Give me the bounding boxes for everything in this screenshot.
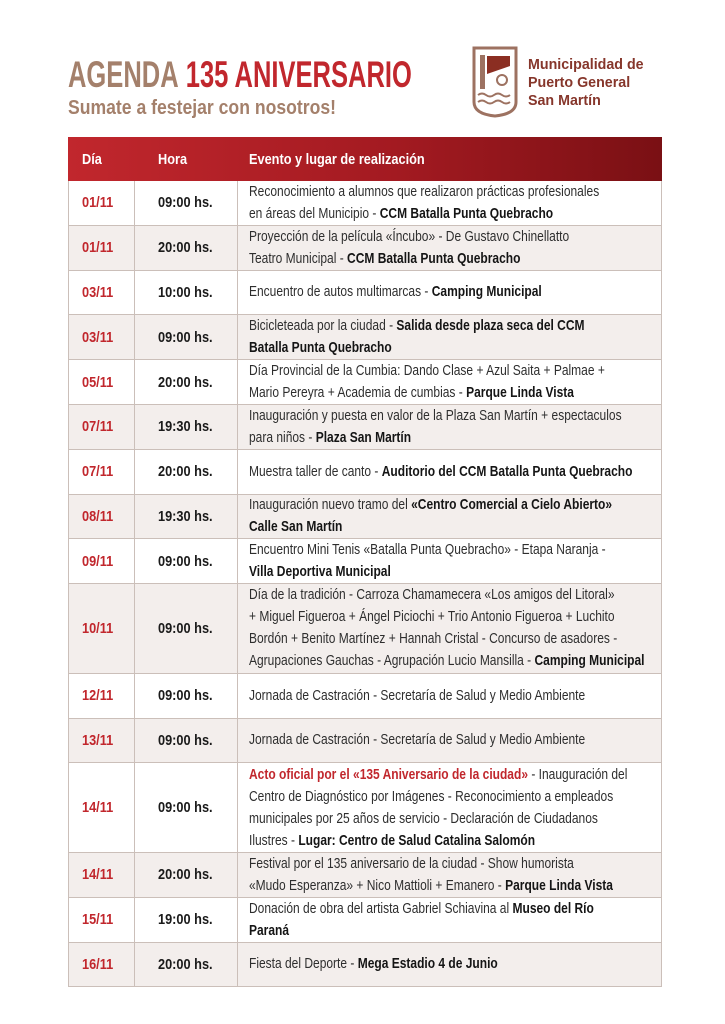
organization-name-line: San Martín	[528, 92, 601, 109]
event-cell	[238, 539, 661, 583]
event-line	[249, 382, 579, 404]
event-date: 10/11	[82, 619, 114, 637]
time-cell	[135, 943, 238, 987]
event-text: Centro de Diagnóstico por Imágenes - Reconocimiento a empleados	[249, 787, 614, 805]
table-row	[69, 584, 661, 674]
event-venue: Plaza San Martín	[315, 428, 412, 446]
event-text: Proyección de la película «Íncubo» - De Gustavo Chinellatto	[249, 227, 570, 245]
event-time: 19:00 hs.	[158, 911, 213, 929]
event-date: 14/11	[82, 866, 114, 884]
event-cell	[238, 584, 661, 673]
event-venue: «Centro Comercial a Cielo Abierto»	[411, 496, 613, 514]
day-cell	[69, 719, 135, 763]
event-date: 13/11	[82, 731, 114, 749]
event-line	[249, 539, 606, 561]
event-time: 19:30 hs.	[158, 418, 213, 436]
time-cell	[135, 271, 238, 315]
event-text: Día de la tradición - Carroza Chamamecera «Los amigos del Litoral»	[249, 586, 615, 604]
event-line	[249, 898, 594, 920]
event-text: Mario Pereyra + Academia de cumbias -	[249, 384, 467, 402]
time-cell	[135, 719, 238, 763]
day-cell	[69, 898, 135, 942]
event-line	[249, 181, 600, 203]
event-text: Inauguración y puesta en valor de la Plaza San Martín + espectaculos	[249, 406, 622, 424]
event-time: 09:00 hs.	[158, 731, 213, 749]
event-date: 03/11	[82, 328, 114, 346]
column-header-day	[68, 137, 135, 181]
title-agenda: AGENDA	[68, 54, 179, 95]
day-cell	[69, 495, 135, 539]
event-time: 09:00 hs.	[158, 799, 213, 817]
event-text: Muestra taller de canto -	[249, 462, 382, 480]
event-date: 07/11	[82, 418, 114, 436]
day-cell	[69, 584, 135, 673]
event-venue: Paraná	[249, 921, 290, 939]
event-text: Inauguración nuevo tramo del	[249, 496, 412, 514]
event-line	[249, 650, 645, 672]
event-line	[249, 315, 585, 337]
event-cell	[238, 360, 661, 404]
event-venue: Mega Estadio 4 de Junio	[357, 955, 498, 973]
event-text: Encuentro Mini Tenis «Batalla Punta Quebracho» - Etapa Naranja -	[249, 541, 606, 559]
table-row	[69, 226, 661, 271]
table-row	[69, 763, 661, 853]
event-line	[249, 953, 579, 975]
day-cell	[69, 450, 135, 494]
event-time: 20:00 hs.	[158, 373, 213, 391]
day-cell	[69, 674, 135, 718]
table-row	[69, 719, 661, 764]
event-venue: CCM Batalla Punta Quebracho	[347, 249, 521, 267]
table-row	[69, 271, 661, 316]
column-header-label: Día	[82, 150, 102, 168]
event-line	[249, 203, 579, 225]
event-highlight: Acto oficial por el «135 Aniversario de la ciudad»	[249, 765, 528, 783]
event-text: Reconocimiento a alumnos que realizaron prácticas profesionales	[249, 182, 600, 200]
event-text: Bicicleteada por la ciudad -	[249, 317, 397, 335]
event-date: 01/11	[82, 194, 114, 212]
event-venue: Auditorio del CCM Batalla Punta Quebracho	[381, 462, 633, 480]
event-line	[249, 516, 579, 538]
event-venue: Villa Deportiva Municipal	[249, 563, 391, 581]
organization-name-line: Municipalidad de	[528, 56, 644, 73]
event-text: Festival por el 135 aniversario de la ciudad - Show humorista	[249, 854, 574, 872]
event-line	[249, 786, 614, 808]
event-line	[249, 729, 586, 751]
event-date: 01/11	[82, 239, 114, 257]
time-cell	[135, 405, 238, 449]
table-row	[69, 315, 661, 360]
day-cell	[69, 315, 135, 359]
event-text: Teatro Municipal -	[249, 249, 348, 267]
table-header	[68, 137, 662, 181]
day-cell	[69, 360, 135, 404]
table-row	[69, 495, 661, 540]
column-header-event	[238, 137, 662, 181]
event-time: 20:00 hs.	[158, 866, 213, 884]
event-line	[249, 281, 579, 303]
event-venue: Salida desde plaza seca del CCM	[396, 317, 585, 335]
time-cell	[135, 853, 238, 897]
table-row	[69, 898, 661, 943]
event-cell	[238, 943, 661, 987]
event-line	[249, 461, 633, 483]
table-body	[68, 181, 662, 987]
event-time: 09:00 hs.	[158, 328, 213, 346]
table-row	[69, 539, 661, 584]
time-cell	[135, 495, 238, 539]
event-date: 15/11	[82, 911, 114, 929]
table-row	[69, 405, 661, 450]
day-cell	[69, 405, 135, 449]
event-text: Día Provincial de la Cumbia: Dando Clase + Azul Saita + Palmae +	[249, 362, 605, 380]
organization-name-line: Puerto General	[528, 74, 631, 91]
time-cell	[135, 226, 238, 270]
time-cell	[135, 360, 238, 404]
column-header-label: Hora	[158, 150, 188, 168]
event-time: 09:00 hs.	[158, 619, 213, 637]
organization-name	[528, 56, 644, 110]
event-time: 09:00 hs.	[158, 552, 213, 570]
table-row	[69, 360, 661, 405]
event-cell	[238, 763, 661, 852]
event-date: 12/11	[82, 687, 114, 705]
day-cell	[69, 943, 135, 987]
event-cell	[238, 495, 661, 539]
column-header-time	[135, 137, 238, 181]
event-time: 10:00 hs.	[158, 283, 213, 301]
event-line	[249, 405, 622, 427]
event-venue: Camping Municipal	[431, 283, 542, 301]
event-text: «Mudo Esperanza» + Nico Mattioli + Emanero -	[249, 876, 506, 894]
event-line	[249, 495, 613, 517]
table-row	[69, 674, 661, 719]
event-line	[249, 808, 598, 830]
event-line	[249, 606, 615, 628]
event-date: 05/11	[82, 373, 114, 391]
time-cell	[135, 450, 238, 494]
time-cell	[135, 898, 238, 942]
event-line	[249, 830, 579, 852]
event-text: Bordón + Benito Martínez + Hannah Cristal - Concurso de asadores -	[249, 630, 618, 648]
event-cell	[238, 405, 661, 449]
event-line	[249, 584, 615, 606]
time-cell	[135, 674, 238, 718]
time-cell	[135, 584, 238, 673]
event-cell	[238, 674, 661, 718]
title-anniversary: 135 ANIVERSARIO	[185, 54, 412, 95]
day-cell	[69, 226, 135, 270]
event-line	[249, 685, 586, 707]
event-venue: Calle San Martín	[249, 518, 343, 536]
event-line	[249, 360, 605, 382]
day-cell	[69, 181, 135, 225]
page-title	[68, 54, 412, 96]
event-date: 14/11	[82, 799, 114, 817]
event-line	[249, 248, 579, 270]
event-text: Donación de obra del artista Gabriel Schiavina al	[249, 899, 513, 917]
event-line	[249, 226, 579, 248]
event-line	[249, 628, 618, 650]
event-text: Agrupaciones Gauchas - Agrupación Lucio Mansilla -	[249, 652, 535, 670]
event-date: 08/11	[82, 507, 114, 525]
event-line	[249, 875, 613, 897]
time-cell	[135, 315, 238, 359]
event-cell	[238, 315, 661, 359]
event-text: Jornada de Castración - Secretaría de Salud y Medio Ambiente	[249, 686, 586, 704]
event-time: 09:00 hs.	[158, 194, 213, 212]
event-cell	[238, 853, 661, 897]
event-text: Jornada de Castración - Secretaría de Salud y Medio Ambiente	[249, 731, 586, 749]
event-time: 20:00 hs.	[158, 955, 213, 973]
event-time: 20:00 hs.	[158, 463, 213, 481]
event-text: Encuentro de autos multimarcas -	[249, 283, 432, 301]
event-time: 20:00 hs.	[158, 239, 213, 257]
table-row	[69, 943, 661, 988]
event-venue: Museo del Río	[512, 899, 594, 917]
time-cell	[135, 181, 238, 225]
event-text: Ilustres -	[249, 831, 299, 849]
event-venue: Batalla Punta Quebracho	[249, 339, 392, 357]
event-line	[249, 920, 579, 942]
event-venue: Parque Linda Vista	[466, 384, 574, 402]
table-row	[69, 853, 661, 898]
day-cell	[69, 763, 135, 852]
event-date: 16/11	[82, 955, 114, 973]
event-time: 19:30 hs.	[158, 507, 213, 525]
event-text: municipales por 25 años de servicio - Declaración de Ciudadanos	[249, 809, 598, 827]
event-date: 03/11	[82, 283, 114, 301]
event-line	[249, 853, 579, 875]
event-text: en áreas del Municipio -	[249, 204, 380, 222]
event-venue: Camping Municipal	[534, 652, 645, 670]
event-venue: Lugar: Centro de Salud Catalina Salomón	[298, 831, 536, 849]
event-line	[249, 337, 579, 359]
table-row	[69, 181, 661, 226]
event-venue: Parque Linda Vista	[505, 876, 613, 894]
event-text: + Miguel Figueroa + Ángel Piciochi + Trio Antonio Figueroa + Luchito	[249, 608, 615, 626]
event-text: - Inauguración del	[528, 765, 628, 783]
event-text: para niños -	[249, 428, 316, 446]
event-line	[249, 427, 579, 449]
event-cell	[238, 226, 661, 270]
time-cell	[135, 539, 238, 583]
event-time: 09:00 hs.	[158, 687, 213, 705]
table-row	[69, 450, 661, 495]
day-cell	[69, 271, 135, 315]
day-cell	[69, 539, 135, 583]
event-date: 07/11	[82, 463, 114, 481]
day-cell	[69, 853, 135, 897]
event-line	[249, 764, 628, 786]
event-cell	[238, 450, 661, 494]
event-date: 09/11	[82, 552, 114, 570]
event-cell	[238, 181, 661, 225]
event-venue: CCM Batalla Punta Quebracho	[379, 204, 554, 222]
column-header-label: Evento y lugar de realización	[249, 150, 425, 168]
event-cell	[238, 719, 661, 763]
event-text: Fiesta del Deporte -	[249, 955, 358, 973]
event-line	[249, 561, 579, 583]
event-cell	[238, 898, 661, 942]
time-cell	[135, 763, 238, 852]
event-cell	[238, 271, 661, 315]
page-subtitle: Sumate a festejar con nosotros!	[68, 97, 336, 119]
agenda-table	[68, 137, 662, 987]
municipal-shield-emblem-icon	[470, 45, 520, 119]
